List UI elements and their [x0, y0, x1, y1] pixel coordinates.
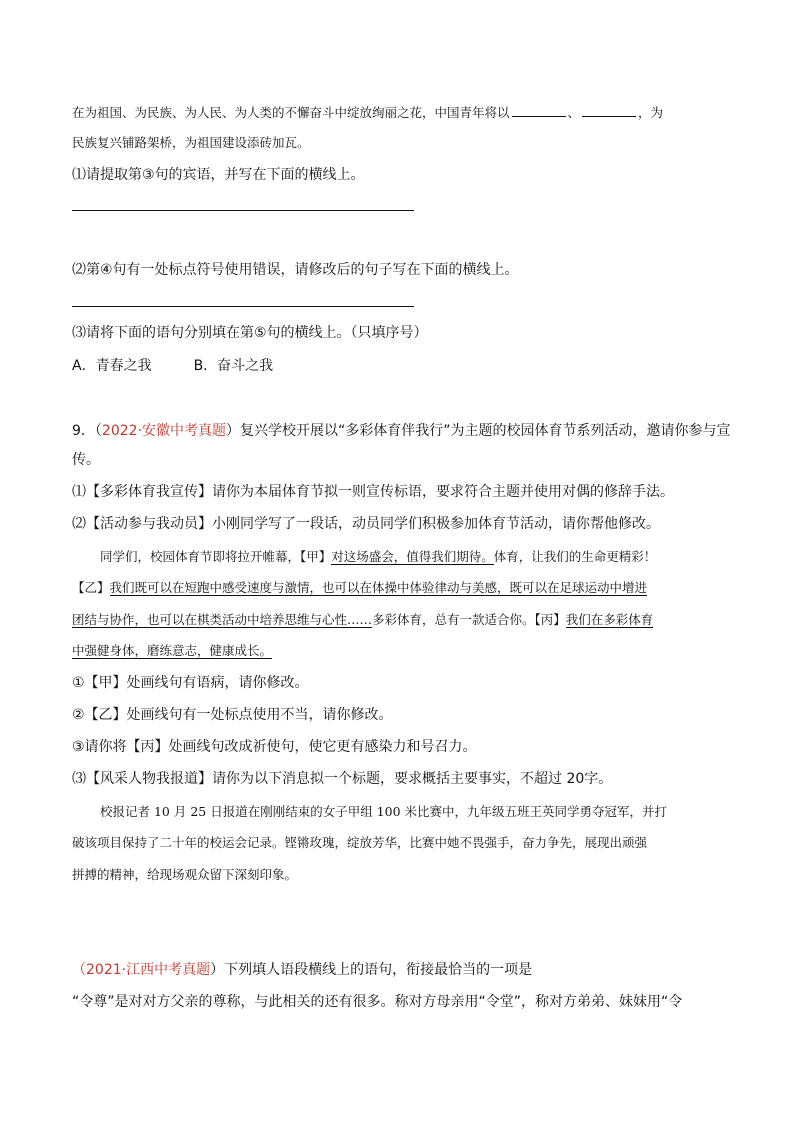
q10-text-line-1: “令尊”是对对方父亲的尊称，与此相关的还有很多。称对方母亲用“令堂”，称对方弟弟、妹妹用“令 — [72, 994, 683, 1010]
paragraph-line-1 — [100, 547, 656, 567]
fill-blank-1[interactable] — [512, 102, 566, 117]
passage-text: 、 — [567, 105, 581, 120]
paragraph-text: 体育，让我们的生命更精彩！ — [493, 549, 657, 564]
underlined-sentence-yi: 团结与协作，也可以在棋类活动中培养思维与心性…… — [72, 612, 373, 627]
answer-line-1[interactable] — [72, 210, 414, 211]
paragraph-line-2 — [72, 578, 647, 598]
option-a: A．青春之我 — [72, 358, 152, 374]
q8-sub3: ⑶请将下面的语句分别填在第⑤句的横线上。（只填序号） — [72, 325, 428, 341]
question-source: 2021·江西中考真题 — [86, 962, 211, 978]
option-b: B．奋斗之我 — [193, 358, 274, 374]
passage-line-1 — [72, 102, 663, 123]
q9-sub1: ⑴【多彩体育我宣传】请你为本届体育节拟一则宣传标语，要求符合主题并使用对偶的修辞手法。 — [72, 484, 674, 500]
q9-item3: ③请你将【丙】处画线句改成祈使句，使它更有感染力和号召力。 — [72, 739, 477, 755]
passage-line-2: 民族复兴铺路架桥，为祖国建设添砖加瓦。 — [72, 135, 310, 150]
paragraph-line-4 — [72, 641, 272, 661]
q8-sub1: ⑴请提取第③句的宾语，并写在下面的横线上。 — [72, 167, 365, 183]
q10-stem — [72, 960, 532, 980]
question-stem: ）复兴学校开展以“多彩体育伴我行”为主题的校园体育节系列活动，邀请你参与宣 — [226, 423, 731, 439]
fill-blank-2[interactable] — [582, 102, 636, 117]
news-line-1: 校报记者 10 月 25 日报道在刚刚结束的女子甲组 100 米比赛中，九年级五班王英同学勇夺冠军，并打 — [100, 804, 668, 819]
underlined-sentence-bing: 中强健身体，磨练意志，健康成长。 — [72, 643, 273, 658]
q8-sub2: ⑵第④句有一处标点符号使用错误，请修改后的句子写在下面的横线上。 — [72, 262, 519, 278]
passage-text: ，为 — [638, 105, 664, 120]
q9-item1: ①【甲】处画线句有语病，请你修改。 — [72, 675, 309, 691]
q9-stem-line2: 传。 — [72, 452, 100, 468]
underlined-sentence-jia: 对这场盛会，值得我们期待。 — [331, 549, 494, 564]
paragraph-text: 同学们，校园体育节即将拉开帷幕，【甲】 — [100, 549, 332, 564]
q9-item2: ②【乙】处画线句有一处标点使用不当，请你修改。 — [72, 707, 393, 723]
paragraph-text: 多彩体育，总有一款适合你。【丙】 — [372, 612, 566, 627]
passage-text: 在为祖国、为民族、为人民、为人类的不懈奋斗中绽放绚丽之花，中国青年将以 — [72, 105, 510, 120]
answer-line-2[interactable] — [72, 306, 414, 307]
q8-options — [72, 356, 273, 376]
paragraph-text: 【乙】 — [72, 580, 110, 595]
q9-sub3: ⑶【风采人物我报道】请你为以下消息拟一个标题，要求概括主要事实，不超过 20字。 — [72, 771, 613, 787]
question-source: 2022·安徽中考真题 — [101, 423, 227, 439]
paragraph-line-3 — [72, 610, 653, 630]
q9-sub2: ⑵【活动参与我动员】小刚同学写了一段话，动员同学们积极参加体育节活动，请你帮他修改。 — [72, 516, 660, 532]
q9-stem — [72, 421, 731, 441]
underlined-sentence-yi: 我们既可以在短跑中感受速度与激情，也可以在体操中体验律动与美感，既可以在足球运动中增进 — [109, 580, 648, 595]
news-line-2: 破该项目保持了二十年的校运会记录。铿锵玫瑰，绽放芳华，比赛中她不畏强手，奋力争先，展现出顽强 — [72, 835, 648, 850]
question-open-paren: （ — [72, 962, 86, 978]
underlined-sentence-bing: 我们在多彩体育 — [565, 612, 654, 627]
question-number: 9．（ — [72, 423, 102, 439]
news-line-3: 拼搏的精神，给现场观众留下深刻印象。 — [72, 867, 298, 882]
question-stem: ）下列填人语段横线上的语句，衔接最恰当的一项是 — [210, 962, 533, 978]
